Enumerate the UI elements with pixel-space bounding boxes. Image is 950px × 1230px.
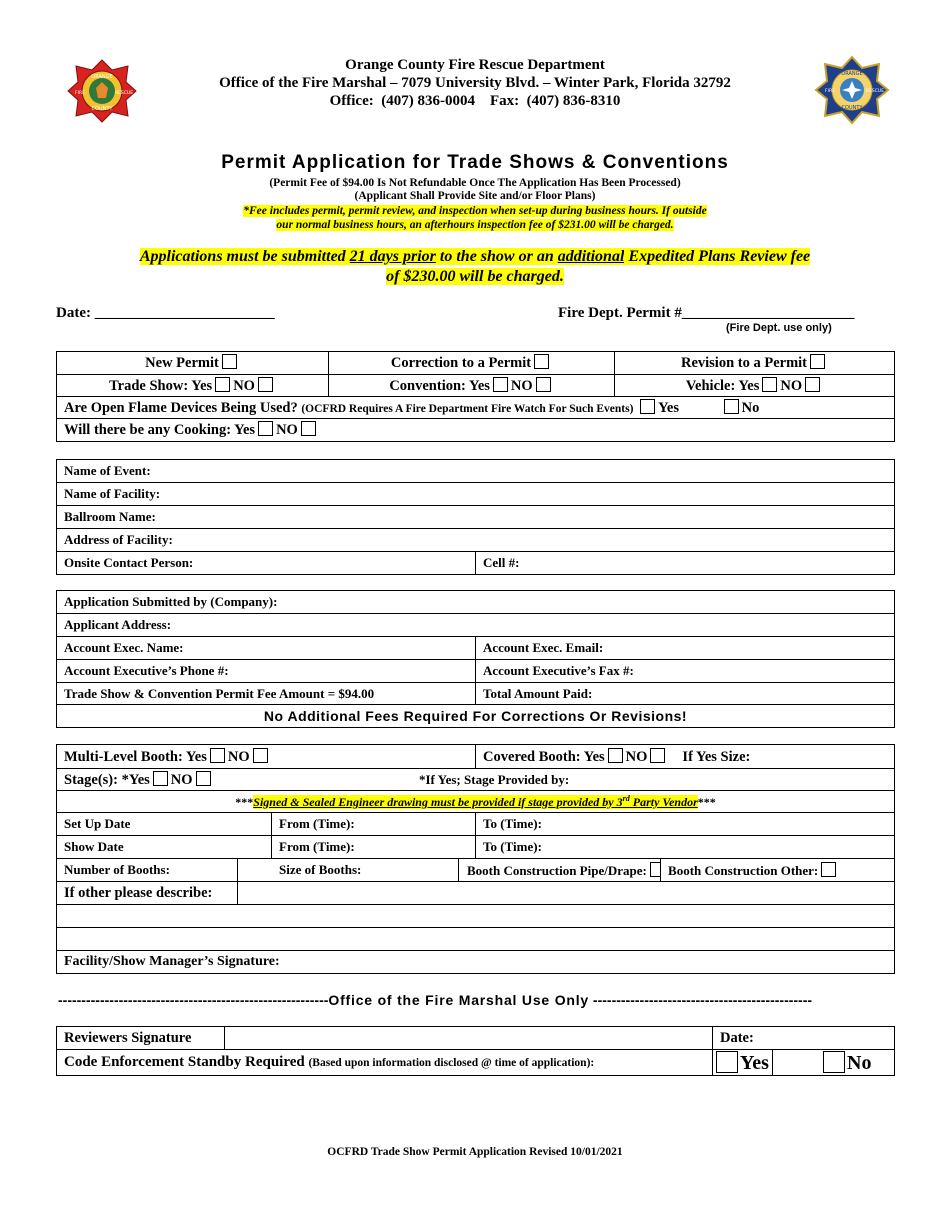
new-permit-cell: New Permit [57,352,329,375]
reviewers-signature-label: Reviewers Signature [57,1027,225,1050]
open-flame-no-checkbox[interactable] [724,399,739,414]
pipe-drape-checkbox[interactable] [650,862,661,877]
floor-plans-note: (Applicant Shall Provide Site and/or Floor Plans) [354,190,596,202]
account-exec-fax-field[interactable]: Account Executive’s Fax #: [476,660,895,683]
vehicle-cell: Vehicle: Yes NO [615,375,895,397]
svg-text:ORANGE: ORANGE [841,71,863,77]
covered-size-field[interactable]: If Yes Size: [682,748,751,765]
page-title: Permit Application for Trade Shows & Conventions [221,152,729,173]
applicant-address-field[interactable]: Applicant Address: [57,614,895,637]
office-phone-fax: Office: (407) 836-0004 Fax: (407) 836-8310 [329,93,621,109]
standby-yes-checkbox[interactable] [716,1051,738,1073]
booth-other-checkbox[interactable] [821,862,836,877]
svg-text:ORANGE: ORANGE [91,74,113,80]
svg-text:FIRE: FIRE [825,89,835,94]
facility-name-field[interactable]: Name of Facility: [57,483,895,506]
describe-line-3[interactable] [57,928,895,951]
applicant-info-table [56,590,895,728]
manager-signature-field[interactable]: Facility/Show Manager’s Signature: [57,951,895,974]
total-amount-paid-field[interactable]: Total Amount Paid: [476,683,895,705]
no-additional-fees-note: No Additional Fees Required For Corrections Or Revisions! [57,705,895,728]
department-header [160,56,790,110]
account-exec-name-field[interactable]: Account Exec. Name: [57,637,476,660]
covered-booth-cell: Covered Booth: Yes NO If Yes Size: [476,745,895,769]
event-info-table [56,459,895,575]
fire-dept-permit-field[interactable]: Fire Dept. Permit #_______________________ [558,305,855,321]
fire-marshal-table [56,1026,895,1076]
cooking-row: Will there be any Cooking: Yes NO [57,419,895,442]
convention-cell: Convention: Yes NO [329,375,615,397]
correction-cell: Correction to a Permit [329,352,615,375]
booth-details-table [56,744,895,974]
submission-deadline-note: Applications must be submitted 21 days prior to the show or an additional Expedited Plans Review fee of $230.00 will be charged. [139,248,811,285]
vehicle-no-checkbox[interactable] [805,377,820,392]
svg-text:COUNTY: COUNTY [841,105,863,111]
pipe-drape-cell: Booth Construction Pipe/Drape: [459,859,661,882]
svg-text:COUNTY: COUNTY [91,106,113,112]
submitted-by-field[interactable]: Application Submitted by (Company): [57,591,895,614]
open-flame-row: Are Open Flame Devices Being Used? (OCFRD Requires A Fire Department Fire Watch For Such Events) Yes No [57,397,895,419]
revision-cell: Revision to a Permit [615,352,895,375]
facility-address-field[interactable]: Address of Facility: [57,529,895,552]
show-to-time-field[interactable]: To (Time): [476,836,895,859]
fire-dept-use-note: (Fire Dept. use only) [726,322,832,334]
permit-type-table [56,351,895,442]
ocfrd-right-seal-logo [814,55,890,125]
event-name-field[interactable]: Name of Event: [57,460,895,483]
correction-checkbox[interactable] [534,354,549,369]
standby-yes-cell: Yes [713,1050,773,1076]
department-name: Orange County Fire Rescue Department [345,57,605,73]
other-describe-label: If other please describe: [57,882,238,905]
vehicle-yes-checkbox[interactable] [762,377,777,392]
new-permit-checkbox[interactable] [222,354,237,369]
covered-yes-checkbox[interactable] [608,748,623,763]
convention-no-checkbox[interactable] [536,377,551,392]
fire-marshal-divider: ----------------------------------------------------------Office of the Fire Marshal Use Only ----------------------------------------------- [58,992,813,1008]
setup-date-field[interactable]: Set Up Date [57,813,272,836]
multi-level-no-checkbox[interactable] [253,748,268,763]
fee-includes-note: *Fee includes permit, permit review, and inspection when set-up during business hours. If outside our normal business hours, an afterhours inspection fee of $231.00 will be charged. [243,205,707,231]
onsite-contact-field[interactable]: Onsite Contact Person: [57,552,476,575]
svg-text:FIRE: FIRE [75,91,85,96]
revision-footer: OCFRD Trade Show Permit Application Revised 10/01/2021 [327,1146,623,1158]
date-field[interactable]: Date: ________________________ [56,305,275,321]
cooking-yes-checkbox[interactable] [258,421,273,436]
svg-text:RESCUE: RESCUE [114,91,134,96]
trade-show-yes-checkbox[interactable] [215,377,230,392]
revision-checkbox[interactable] [810,354,825,369]
stages-row: Stage(s): *Yes NO *If Yes; Stage Provided by: [57,769,895,791]
covered-no-checkbox[interactable] [650,748,665,763]
setup-to-time-field[interactable]: To (Time): [476,813,895,836]
convention-yes-checkbox[interactable] [493,377,508,392]
trade-show-no-checkbox[interactable] [258,377,273,392]
standby-no-cell: No [773,1050,895,1076]
cooking-no-checkbox[interactable] [301,421,316,436]
account-exec-email-field[interactable]: Account Exec. Email: [476,637,895,660]
stage-provided-by-field[interactable]: *If Yes; Stage Provided by: [419,772,570,787]
show-date-field[interactable]: Show Date [57,836,272,859]
reviewers-signature-field[interactable] [225,1027,713,1050]
describe-line-2[interactable] [57,905,895,928]
multi-level-booth-cell: Multi-Level Booth: Yes NO [57,745,476,769]
show-from-time-field[interactable]: From (Time): [272,836,476,859]
multi-level-yes-checkbox[interactable] [210,748,225,763]
engineer-drawing-note: ***Signed & Sealed Engineer drawing must be provided if stage provided by 3rd Party Vendor*** [57,791,895,813]
review-date-field[interactable]: Date: [713,1027,895,1050]
booth-other-cell: Booth Construction Other: [661,859,895,882]
ocfrd-left-seal-logo [66,58,138,124]
account-exec-phone-field[interactable]: Account Executive’s Phone #: [57,660,476,683]
stage-yes-checkbox[interactable] [153,771,168,786]
svg-text:RESCUE: RESCUE [865,89,885,94]
permit-fee-note: (Permit Fee of $94.00 Is Not Refundable Once The Application Has Been Processed) [269,177,681,189]
number-of-booths-field[interactable]: Number of Booths: [57,859,238,882]
other-describe-field[interactable] [238,882,895,905]
office-address: Office of the Fire Marshal – 7079 University Blvd. – Winter Park, Florida 32792 [219,75,731,91]
open-flame-yes-checkbox[interactable] [640,399,655,414]
standby-no-checkbox[interactable] [823,1051,845,1073]
stage-no-checkbox[interactable] [196,771,211,786]
permit-fee-amount: Trade Show & Convention Permit Fee Amount = $94.00 [57,683,476,705]
trade-show-cell: Trade Show: Yes NO [57,375,329,397]
standby-required-label: Code Enforcement Standby Required (Based upon information disclosed @ time of application): [57,1050,713,1076]
ballroom-name-field[interactable]: Ballroom Name: [57,506,895,529]
size-of-booths-field[interactable]: Size of Booths: [238,859,459,882]
cell-field[interactable]: Cell #: [476,552,895,575]
setup-from-time-field[interactable]: From (Time): [272,813,476,836]
